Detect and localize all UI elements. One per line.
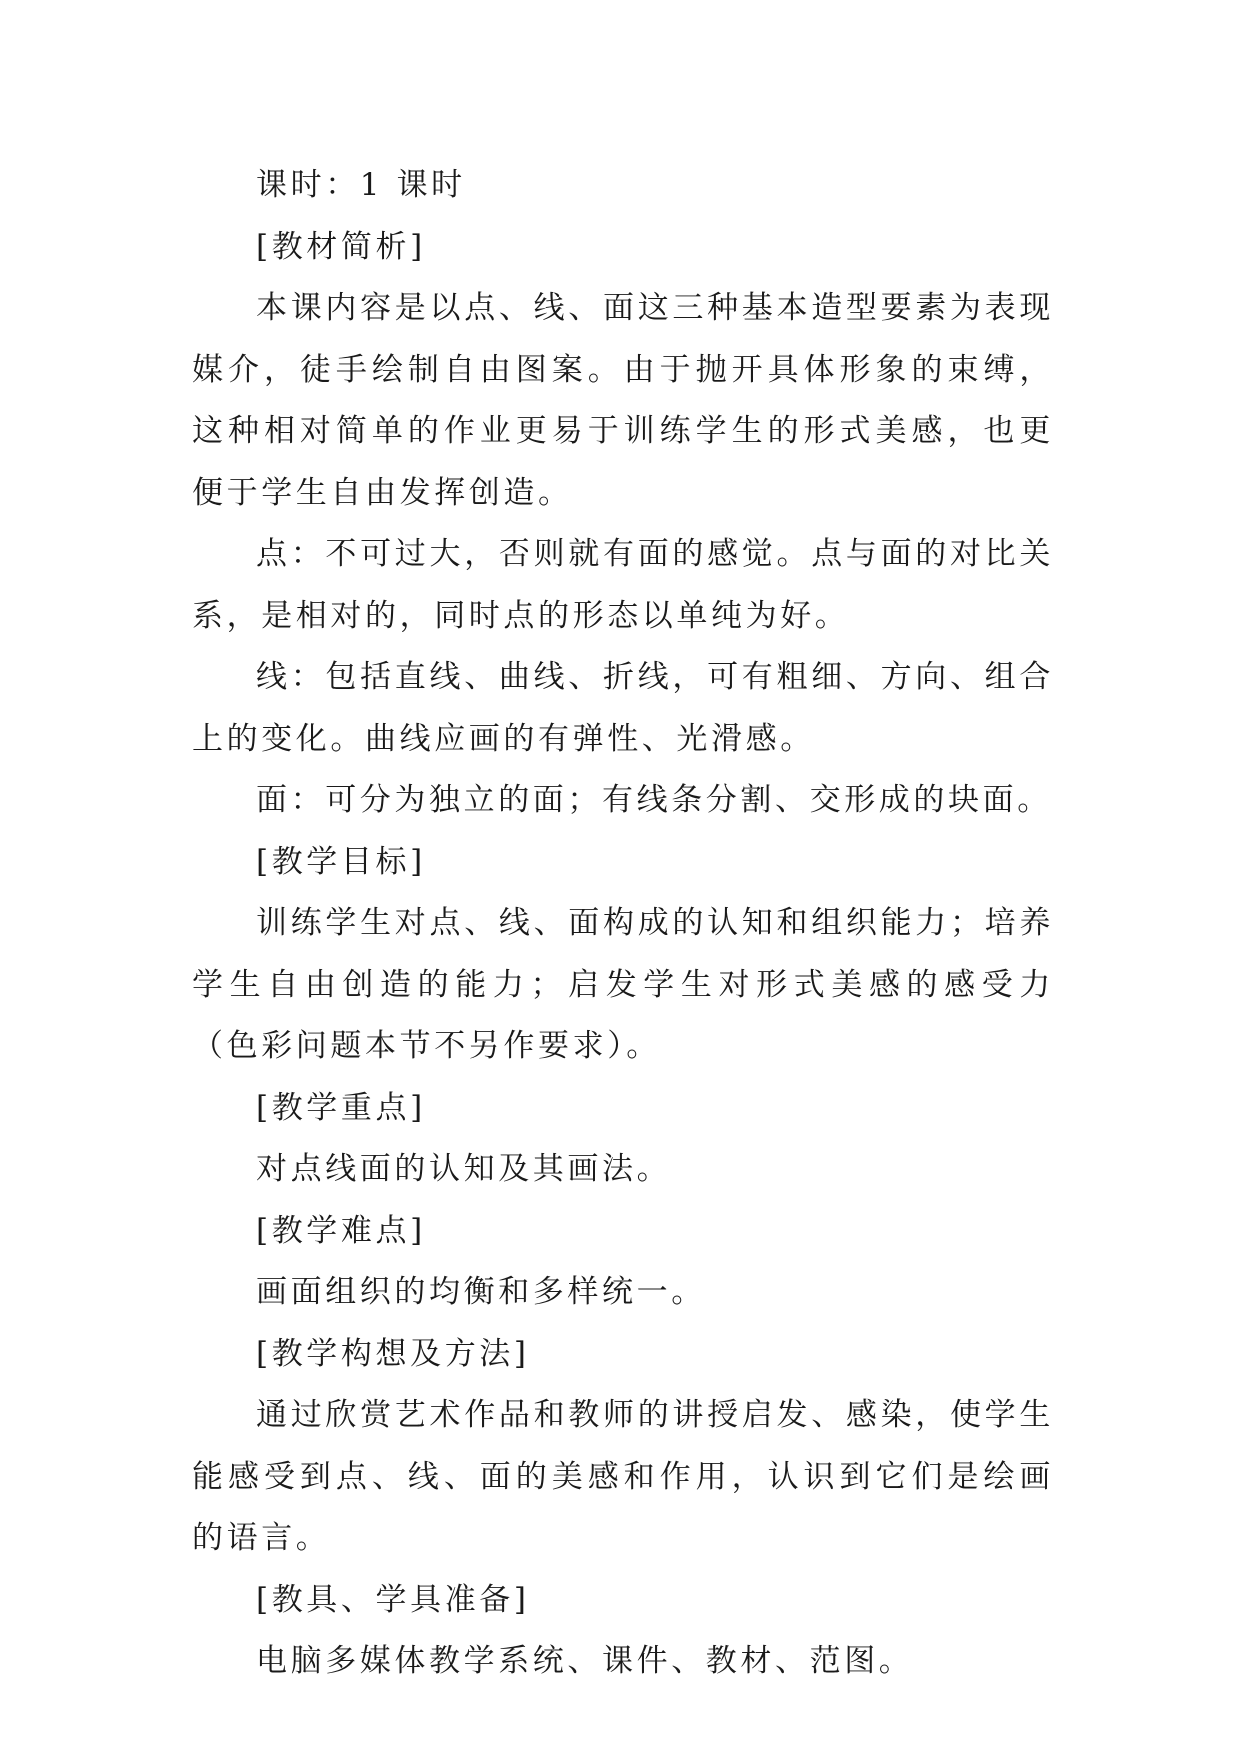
paragraph-plane: 面：可分为独立的面；有线条分割、交形成的块面。 [256,782,1052,818]
section-heading-key-points: [教学重点] [256,1089,426,1126]
section-heading-ideas-methods: [教学构想及方法] [256,1335,530,1372]
paragraph-textbook-overview: 本课内容是以点、线、面这三种基本造型要素为表现媒介，徒手绘制自由图案。由于抛开具体形象的束缚，这种相对简单的作业更易于训练学生的形式美感，也更便于学生自由发挥创造。 [192,290,1054,511]
section-heading-teaching-goals: [教学目标] [256,843,426,880]
paragraph-line: 线：包括直线、曲线、折线，可有粗细、方向、组合上的变化。曲线应画的有弹性、光滑感。 [192,659,1054,757]
paragraph-point: 点：不可过大，否则就有面的感觉。点与面的对比关系，是相对的，同时点的形态以单纯为好。 [192,536,1054,634]
paragraph-materials: 电脑多媒体教学系统、课件、教材、范图。 [256,1643,914,1679]
paragraph-teaching-goals: 训练学生对点、线、面构成的认知和组织能力；培养学生自由创造的能力；启发学生对形式美感的感受力（色彩问题本节不另作要求）。 [192,905,1054,1064]
section-heading-materials: [教具、学具准备] [256,1581,530,1618]
section-heading-textbook-analysis: [教材简析] [256,228,426,265]
document-body [192,155,1054,1693]
paragraph-difficulties: 画面组织的均衡和多样统一。 [256,1274,706,1310]
paragraph-ideas-methods: 通过欣赏艺术作品和教师的讲授启发、感染，使学生能感受到点、线、面的美感和作用，认识到它们是绘画的语言。 [192,1397,1054,1556]
paragraph-key-points: 对点线面的认知及其画法。 [256,1151,672,1187]
section-heading-difficulties: [教学难点] [256,1212,426,1249]
class-hours-line: 课时：1 课时 [256,167,466,203]
